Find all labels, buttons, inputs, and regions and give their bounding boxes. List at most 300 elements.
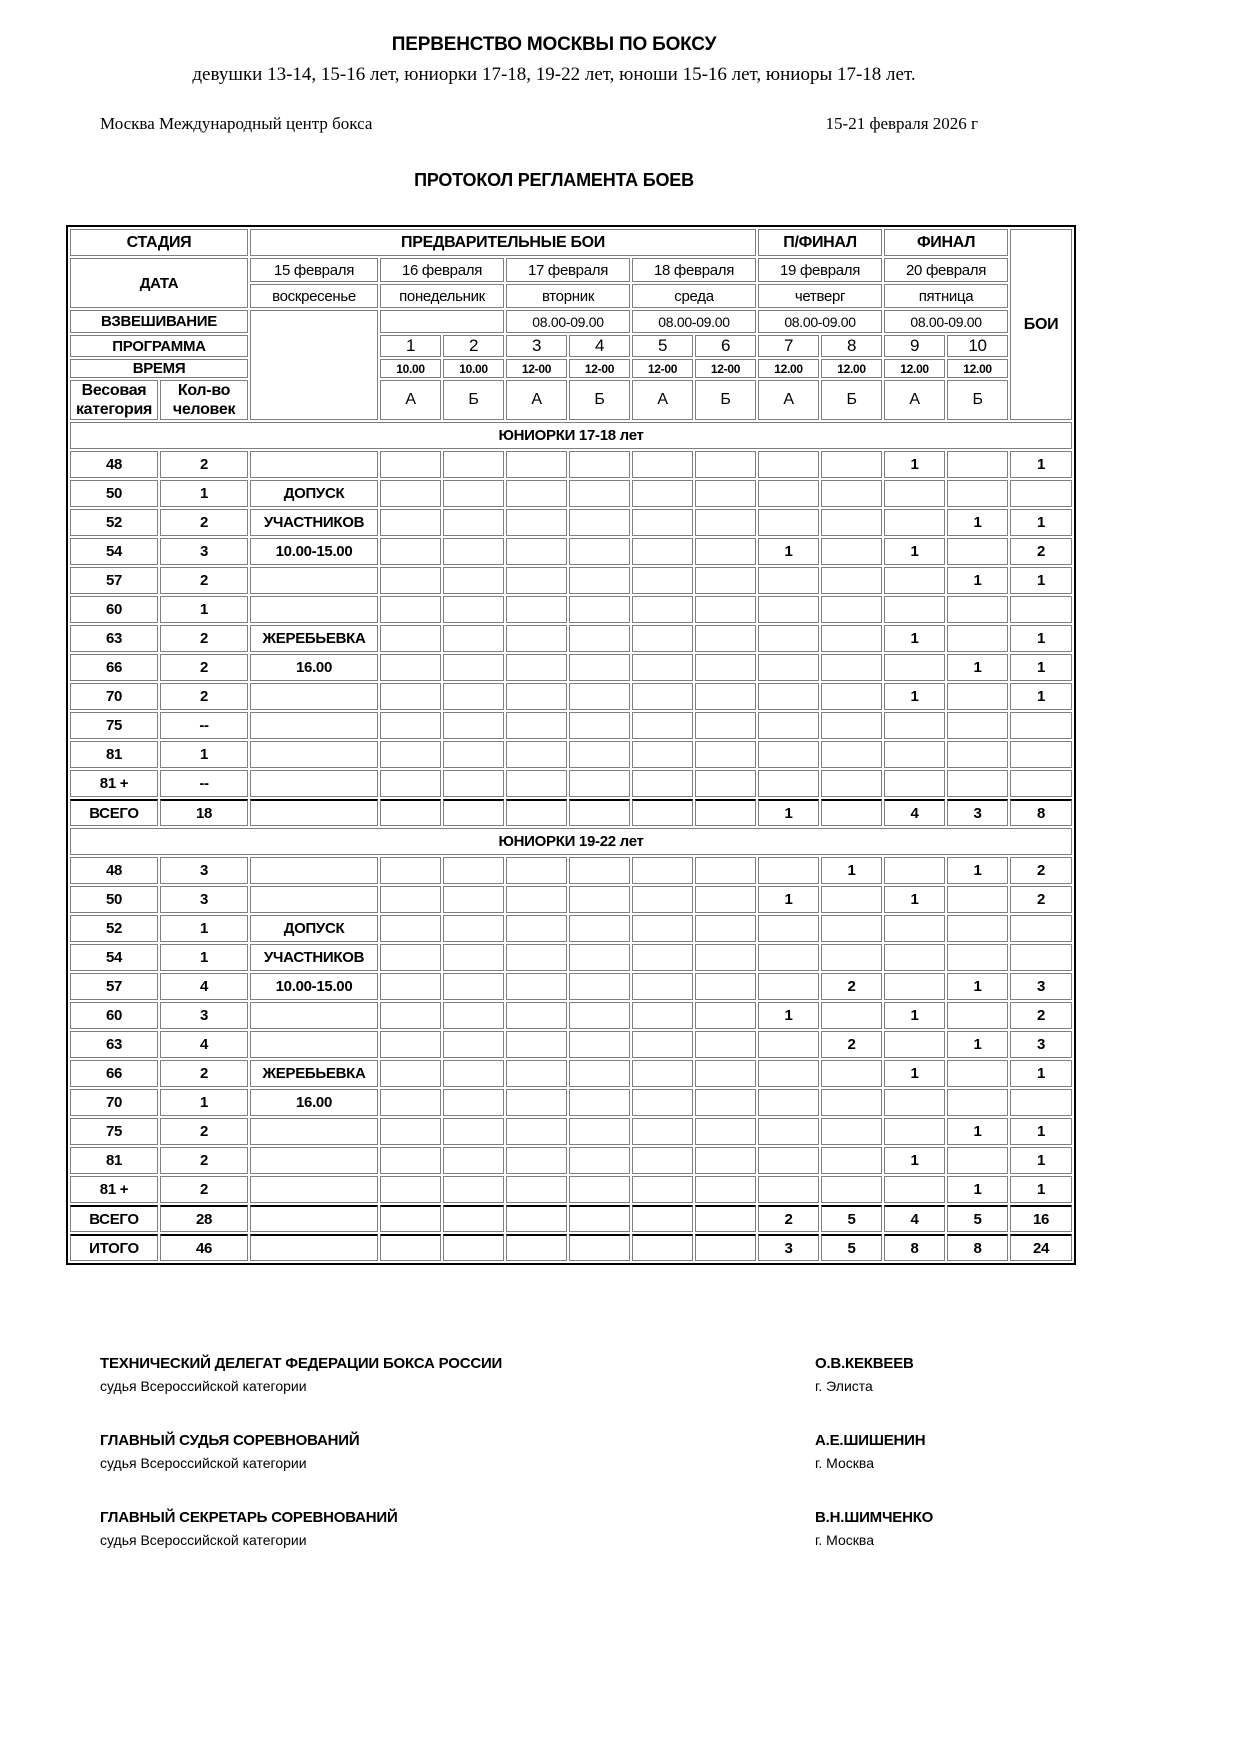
count-cell: -- (160, 712, 248, 739)
weight-cell: 75 (70, 1118, 158, 1145)
table-row (70, 1176, 1072, 1203)
program-result-cell (695, 1089, 756, 1116)
table-row (70, 915, 1072, 942)
program-result-cell: 8 (947, 1234, 1008, 1261)
ab-cell: Б (443, 380, 504, 420)
bouts-cell: 8 (1010, 799, 1072, 826)
program-result-cell (443, 451, 504, 478)
weighin-header: ВЗВЕШИВАНИЕ (70, 310, 248, 333)
program-result-cell (821, 480, 882, 507)
program-result-cell (821, 1002, 882, 1029)
program-result-cell (506, 857, 567, 884)
table-row (70, 567, 1072, 594)
bouts-cell: 2 (1010, 1002, 1072, 1029)
program-result-cell: 1 (884, 625, 945, 652)
note-cell (250, 596, 378, 623)
program-result-cell (695, 1031, 756, 1058)
program-result-cell (380, 683, 441, 710)
bouts-cell: 16 (1010, 1205, 1072, 1232)
signature-name: О.В.КЕКВЕЕВ (815, 1355, 914, 1373)
program-result-cell (506, 509, 567, 536)
header-row-dates (70, 258, 1072, 282)
program-result-cell (443, 915, 504, 942)
signature-left (100, 1432, 815, 1471)
day-cell: пятница (884, 284, 1008, 308)
date-cell: 20 февраля (884, 258, 1008, 282)
program-result-cell (884, 857, 945, 884)
date-header: ДАТА (70, 258, 248, 308)
total-row (70, 799, 1072, 826)
program-result-cell (569, 973, 630, 1000)
program-number: 7 (758, 335, 819, 357)
feb15-empty-cell (250, 310, 378, 420)
program-result-cell (821, 915, 882, 942)
count-cell: 4 (160, 973, 248, 1000)
date-cell: 18 февраля (632, 258, 756, 282)
program-result-cell (695, 1147, 756, 1174)
count-cell: 1 (160, 1089, 248, 1116)
table-row (70, 741, 1072, 768)
bouts-cell: 1 (1010, 1176, 1072, 1203)
program-result-cell: 1 (947, 654, 1008, 681)
program-result-cell: 1 (947, 1176, 1008, 1203)
ab-cell: А (758, 380, 819, 420)
weight-cell: 57 (70, 973, 158, 1000)
program-result-cell (884, 915, 945, 942)
table-row (70, 712, 1072, 739)
program-result-cell (506, 654, 567, 681)
count-cell: 3 (160, 857, 248, 884)
program-number: 8 (821, 335, 882, 357)
time-cell: 12-00 (506, 359, 567, 378)
program-result-cell (380, 799, 441, 826)
ab-cell: А (380, 380, 441, 420)
program-result-cell (884, 770, 945, 797)
signature-left (100, 1355, 815, 1394)
program-result-cell (443, 799, 504, 826)
program-result-cell (695, 799, 756, 826)
program-result-cell (380, 712, 441, 739)
bouts-cell: 3 (1010, 1031, 1072, 1058)
weight-cell: 60 (70, 1002, 158, 1029)
weight-cell: 54 (70, 538, 158, 565)
program-result-cell (380, 1002, 441, 1029)
program-result-cell (569, 538, 630, 565)
program-result-cell (506, 1118, 567, 1145)
program-result-cell (821, 741, 882, 768)
weight-cell: 50 (70, 480, 158, 507)
note-cell (250, 1147, 378, 1174)
total-label-cell: ВСЕГО (70, 799, 158, 826)
program-result-cell (947, 1147, 1008, 1174)
program-number: 6 (695, 335, 756, 357)
program-result-cell (821, 451, 882, 478)
program-result-cell (884, 509, 945, 536)
program-result-cell (569, 683, 630, 710)
signature-right (815, 1355, 914, 1394)
signature-city: г. Москва (815, 1455, 874, 1472)
note-cell (250, 712, 378, 739)
program-result-cell (632, 1205, 693, 1232)
program-result-cell (569, 451, 630, 478)
program-result-cell (380, 654, 441, 681)
total-row (70, 1234, 1072, 1261)
program-result-cell (758, 1060, 819, 1087)
signature-left (100, 1509, 815, 1548)
count-cell: 1 (160, 480, 248, 507)
program-result-cell (506, 538, 567, 565)
program-result-cell (947, 886, 1008, 913)
program-result-cell (884, 741, 945, 768)
time-cell: 12.00 (821, 359, 882, 378)
program-result-cell (380, 480, 441, 507)
program-result-cell (695, 567, 756, 594)
count-cell: 2 (160, 1118, 248, 1145)
signature-name: А.Е.ШИШЕНИН (815, 1432, 926, 1450)
program-result-cell (821, 596, 882, 623)
signature-role: ГЛАВНЫЙ СЕКРЕТАРЬ СОРЕВНОВАНИЙ (100, 1509, 398, 1527)
program-result-cell (947, 712, 1008, 739)
note-cell (250, 683, 378, 710)
day-cell: четверг (758, 284, 882, 308)
count-cell: 2 (160, 683, 248, 710)
program-result-cell (506, 480, 567, 507)
program-result-cell (569, 654, 630, 681)
program-result-cell (947, 451, 1008, 478)
program-result-cell: 1 (758, 1002, 819, 1029)
total-label-cell: ИТОГО (70, 1234, 158, 1261)
table-row (70, 1031, 1072, 1058)
semifinal-header: П/ФИНАЛ (758, 229, 882, 256)
program-result-cell (632, 770, 693, 797)
program-result-cell: 1 (884, 1147, 945, 1174)
note-cell (250, 1031, 378, 1058)
program-result-cell (380, 915, 441, 942)
program-result-cell (695, 509, 756, 536)
ab-cell: Б (947, 380, 1008, 420)
day-cell: вторник (506, 284, 630, 308)
bouts-cell (1010, 712, 1072, 739)
program-result-cell (506, 741, 567, 768)
count-cell: 2 (160, 654, 248, 681)
count-cell: 2 (160, 1060, 248, 1087)
program-result-cell (758, 944, 819, 971)
program-result-cell (443, 1147, 504, 1174)
program-result-cell (758, 857, 819, 884)
program-result-cell (380, 973, 441, 1000)
program-result-cell (443, 1176, 504, 1203)
program-result-cell (569, 1002, 630, 1029)
program-result-cell (569, 1176, 630, 1203)
date-cell: 15 февраля (250, 258, 378, 282)
header-row-ab (70, 380, 1072, 420)
weighin-cell: 08.00-09.00 (884, 310, 1008, 333)
program-result-cell (569, 857, 630, 884)
program-result-cell (506, 1147, 567, 1174)
weight-cell: 70 (70, 1089, 158, 1116)
program-result-cell: 1 (947, 1118, 1008, 1145)
header-row-program (70, 335, 1072, 357)
bouts-cell (1010, 770, 1072, 797)
table-row (70, 1147, 1072, 1174)
program-result-cell (821, 654, 882, 681)
program-result-cell (758, 654, 819, 681)
program-number: 3 (506, 335, 567, 357)
program-result-cell: 1 (758, 799, 819, 826)
note-cell: УЧАСТНИКОВ (250, 944, 378, 971)
bouts-cell: 1 (1010, 654, 1072, 681)
program-result-cell (380, 1176, 441, 1203)
program-header: ПРОГРАММА (70, 335, 248, 357)
program-result-cell (380, 509, 441, 536)
time-cell: 12-00 (632, 359, 693, 378)
program-result-cell: 1 (758, 538, 819, 565)
signature-city: г. Москва (815, 1532, 874, 1549)
program-result-cell (695, 1176, 756, 1203)
program-result-cell (632, 451, 693, 478)
note-cell: ЖЕРЕБЬЕВКА (250, 1060, 378, 1087)
program-result-cell (884, 1089, 945, 1116)
count-cell: 3 (160, 538, 248, 565)
protocol-title: ПРОТОКОЛ РЕГЛАМЕНТА БОЕВ (414, 170, 694, 190)
program-result-cell (947, 480, 1008, 507)
program-result-cell (758, 712, 819, 739)
program-result-cell (758, 1176, 819, 1203)
program-result-cell (569, 770, 630, 797)
program-result-cell (884, 596, 945, 623)
time-cell: 12.00 (947, 359, 1008, 378)
program-result-cell (506, 596, 567, 623)
program-result-cell (758, 1147, 819, 1174)
program-result-cell (443, 1060, 504, 1087)
program-result-cell (758, 770, 819, 797)
program-result-cell (884, 712, 945, 739)
program-result-cell (506, 1176, 567, 1203)
weight-cell: 60 (70, 596, 158, 623)
program-result-cell (506, 915, 567, 942)
signature-block (100, 1355, 1042, 1394)
program-result-cell (632, 625, 693, 652)
program-result-cell (821, 509, 882, 536)
program-result-cell (632, 1118, 693, 1145)
program-result-cell (569, 480, 630, 507)
program-result-cell (380, 741, 441, 768)
program-result-cell (632, 509, 693, 536)
program-result-cell (506, 1031, 567, 1058)
signature-block (100, 1509, 1042, 1548)
program-result-cell (380, 567, 441, 594)
program-result-cell (695, 857, 756, 884)
program-result-cell (695, 915, 756, 942)
program-result-cell (380, 1031, 441, 1058)
program-result-cell (380, 538, 441, 565)
program-result-cell (821, 1147, 882, 1174)
weight-cell: 81 + (70, 770, 158, 797)
program-result-cell (443, 944, 504, 971)
program-result-cell: 5 (821, 1205, 882, 1232)
page-title: ПЕРВЕНСТВО МОСКВЫ ПО БОКСУ (391, 34, 717, 55)
program-result-cell (821, 799, 882, 826)
program-result-cell (632, 654, 693, 681)
weighin-cell: 08.00-09.00 (632, 310, 756, 333)
program-result-cell: 5 (821, 1234, 882, 1261)
weight-cell: 48 (70, 857, 158, 884)
date-cell: 16 февраля (380, 258, 504, 282)
program-result-cell: 4 (884, 1205, 945, 1232)
signature-qualification: судья Всероссийской категории (100, 1455, 307, 1472)
table-row (70, 538, 1072, 565)
program-result-cell (821, 683, 882, 710)
note-cell: ДОПУСК (250, 480, 378, 507)
program-number: 4 (569, 335, 630, 357)
signature-role: ГЛАВНЫЙ СУДЬЯ СОРЕВНОВАНИЙ (100, 1432, 360, 1450)
table-row (70, 1002, 1072, 1029)
program-result-cell (758, 973, 819, 1000)
count-cell: 28 (160, 1205, 248, 1232)
program-result-cell (569, 596, 630, 623)
program-result-cell (569, 1089, 630, 1116)
weighin-cell: 08.00-09.00 (758, 310, 882, 333)
bouts-cell: 1 (1010, 451, 1072, 478)
bouts-cell: 2 (1010, 857, 1072, 884)
program-result-cell (884, 1118, 945, 1145)
program-result-cell (443, 596, 504, 623)
day-cell: среда (632, 284, 756, 308)
program-result-cell (758, 480, 819, 507)
program-result-cell: 1 (884, 451, 945, 478)
table-row (70, 857, 1072, 884)
program-result-cell: 1 (884, 886, 945, 913)
program-result-cell (569, 944, 630, 971)
program-result-cell (443, 654, 504, 681)
program-result-cell (758, 509, 819, 536)
program-result-cell (506, 1234, 567, 1261)
program-result-cell (443, 625, 504, 652)
program-result-cell (758, 1089, 819, 1116)
program-result-cell: 1 (884, 1060, 945, 1087)
program-result-cell (821, 944, 882, 971)
program-result-cell (758, 1031, 819, 1058)
header-row-time (70, 359, 1072, 378)
program-result-cell (884, 1031, 945, 1058)
program-result-cell (947, 770, 1008, 797)
program-result-cell (758, 625, 819, 652)
program-result-cell: 1 (884, 538, 945, 565)
program-result-cell (506, 567, 567, 594)
note-cell (250, 451, 378, 478)
time-cell: 12.00 (758, 359, 819, 378)
program-result-cell (821, 1176, 882, 1203)
weight-cell: 81 (70, 1147, 158, 1174)
program-result-cell (695, 1205, 756, 1232)
program-result-cell (695, 1002, 756, 1029)
program-result-cell (443, 480, 504, 507)
count-cell: 2 (160, 451, 248, 478)
table-row (70, 973, 1072, 1000)
program-result-cell (506, 799, 567, 826)
program-result-cell (443, 741, 504, 768)
program-result-cell (443, 509, 504, 536)
program-result-cell (443, 1234, 504, 1261)
bouts-cell: 1 (1010, 683, 1072, 710)
program-result-cell (947, 683, 1008, 710)
time-cell: 10.00 (380, 359, 441, 378)
program-result-cell (569, 1118, 630, 1145)
program-result-cell: 2 (758, 1205, 819, 1232)
program-result-cell (632, 538, 693, 565)
bouts-cell: 2 (1010, 538, 1072, 565)
ab-cell: А (884, 380, 945, 420)
program-result-cell (632, 480, 693, 507)
program-number: 9 (884, 335, 945, 357)
program-result-cell: 1 (821, 857, 882, 884)
program-result-cell: 1 (947, 973, 1008, 1000)
program-result-cell (443, 1118, 504, 1145)
program-result-cell (884, 567, 945, 594)
bouts-cell (1010, 596, 1072, 623)
program-result-cell (695, 973, 756, 1000)
program-result-cell (632, 683, 693, 710)
count-cell: 1 (160, 944, 248, 971)
weight-cell: 54 (70, 944, 158, 971)
bouts-cell (1010, 741, 1072, 768)
program-result-cell (758, 1118, 819, 1145)
bouts-cell: 3 (1010, 973, 1072, 1000)
program-result-cell (569, 1205, 630, 1232)
program-result-cell (569, 1234, 630, 1261)
protocol-table (66, 225, 1076, 1265)
program-result-cell: 5 (947, 1205, 1008, 1232)
weight-cell: 66 (70, 654, 158, 681)
bouts-cell: 1 (1010, 1118, 1072, 1145)
count-cell: 1 (160, 741, 248, 768)
program-number: 1 (380, 335, 441, 357)
count-cell: 3 (160, 1002, 248, 1029)
program-result-cell (569, 799, 630, 826)
program-result-cell (947, 1089, 1008, 1116)
program-result-cell (632, 1060, 693, 1087)
program-result-cell (443, 1089, 504, 1116)
program-result-cell (821, 1118, 882, 1145)
note-cell (250, 770, 378, 797)
program-result-cell (506, 683, 567, 710)
program-result-cell (758, 596, 819, 623)
program-result-cell: 1 (947, 1031, 1008, 1058)
ab-cell: А (632, 380, 693, 420)
program-result-cell (632, 944, 693, 971)
note-cell: ЖЕРЕБЬЕВКА (250, 625, 378, 652)
program-result-cell (695, 712, 756, 739)
meta-row (66, 114, 1042, 134)
count-cell: 2 (160, 567, 248, 594)
section-header-row (70, 828, 1072, 855)
program-result-cell (695, 1060, 756, 1087)
program-result-cell (695, 480, 756, 507)
program-result-cell (506, 451, 567, 478)
program-result-cell: 1 (884, 683, 945, 710)
note-cell: 10.00-15.00 (250, 538, 378, 565)
count-cell: 1 (160, 915, 248, 942)
signature-right (815, 1509, 933, 1548)
weight-cell: 63 (70, 1031, 158, 1058)
time-cell: 12-00 (695, 359, 756, 378)
program-result-cell (443, 538, 504, 565)
signature-qualification: судья Всероссийской категории (100, 1378, 307, 1395)
total-row (70, 1205, 1072, 1232)
program-result-cell (380, 1089, 441, 1116)
program-result-cell (632, 1234, 693, 1261)
program-result-cell (380, 1147, 441, 1174)
